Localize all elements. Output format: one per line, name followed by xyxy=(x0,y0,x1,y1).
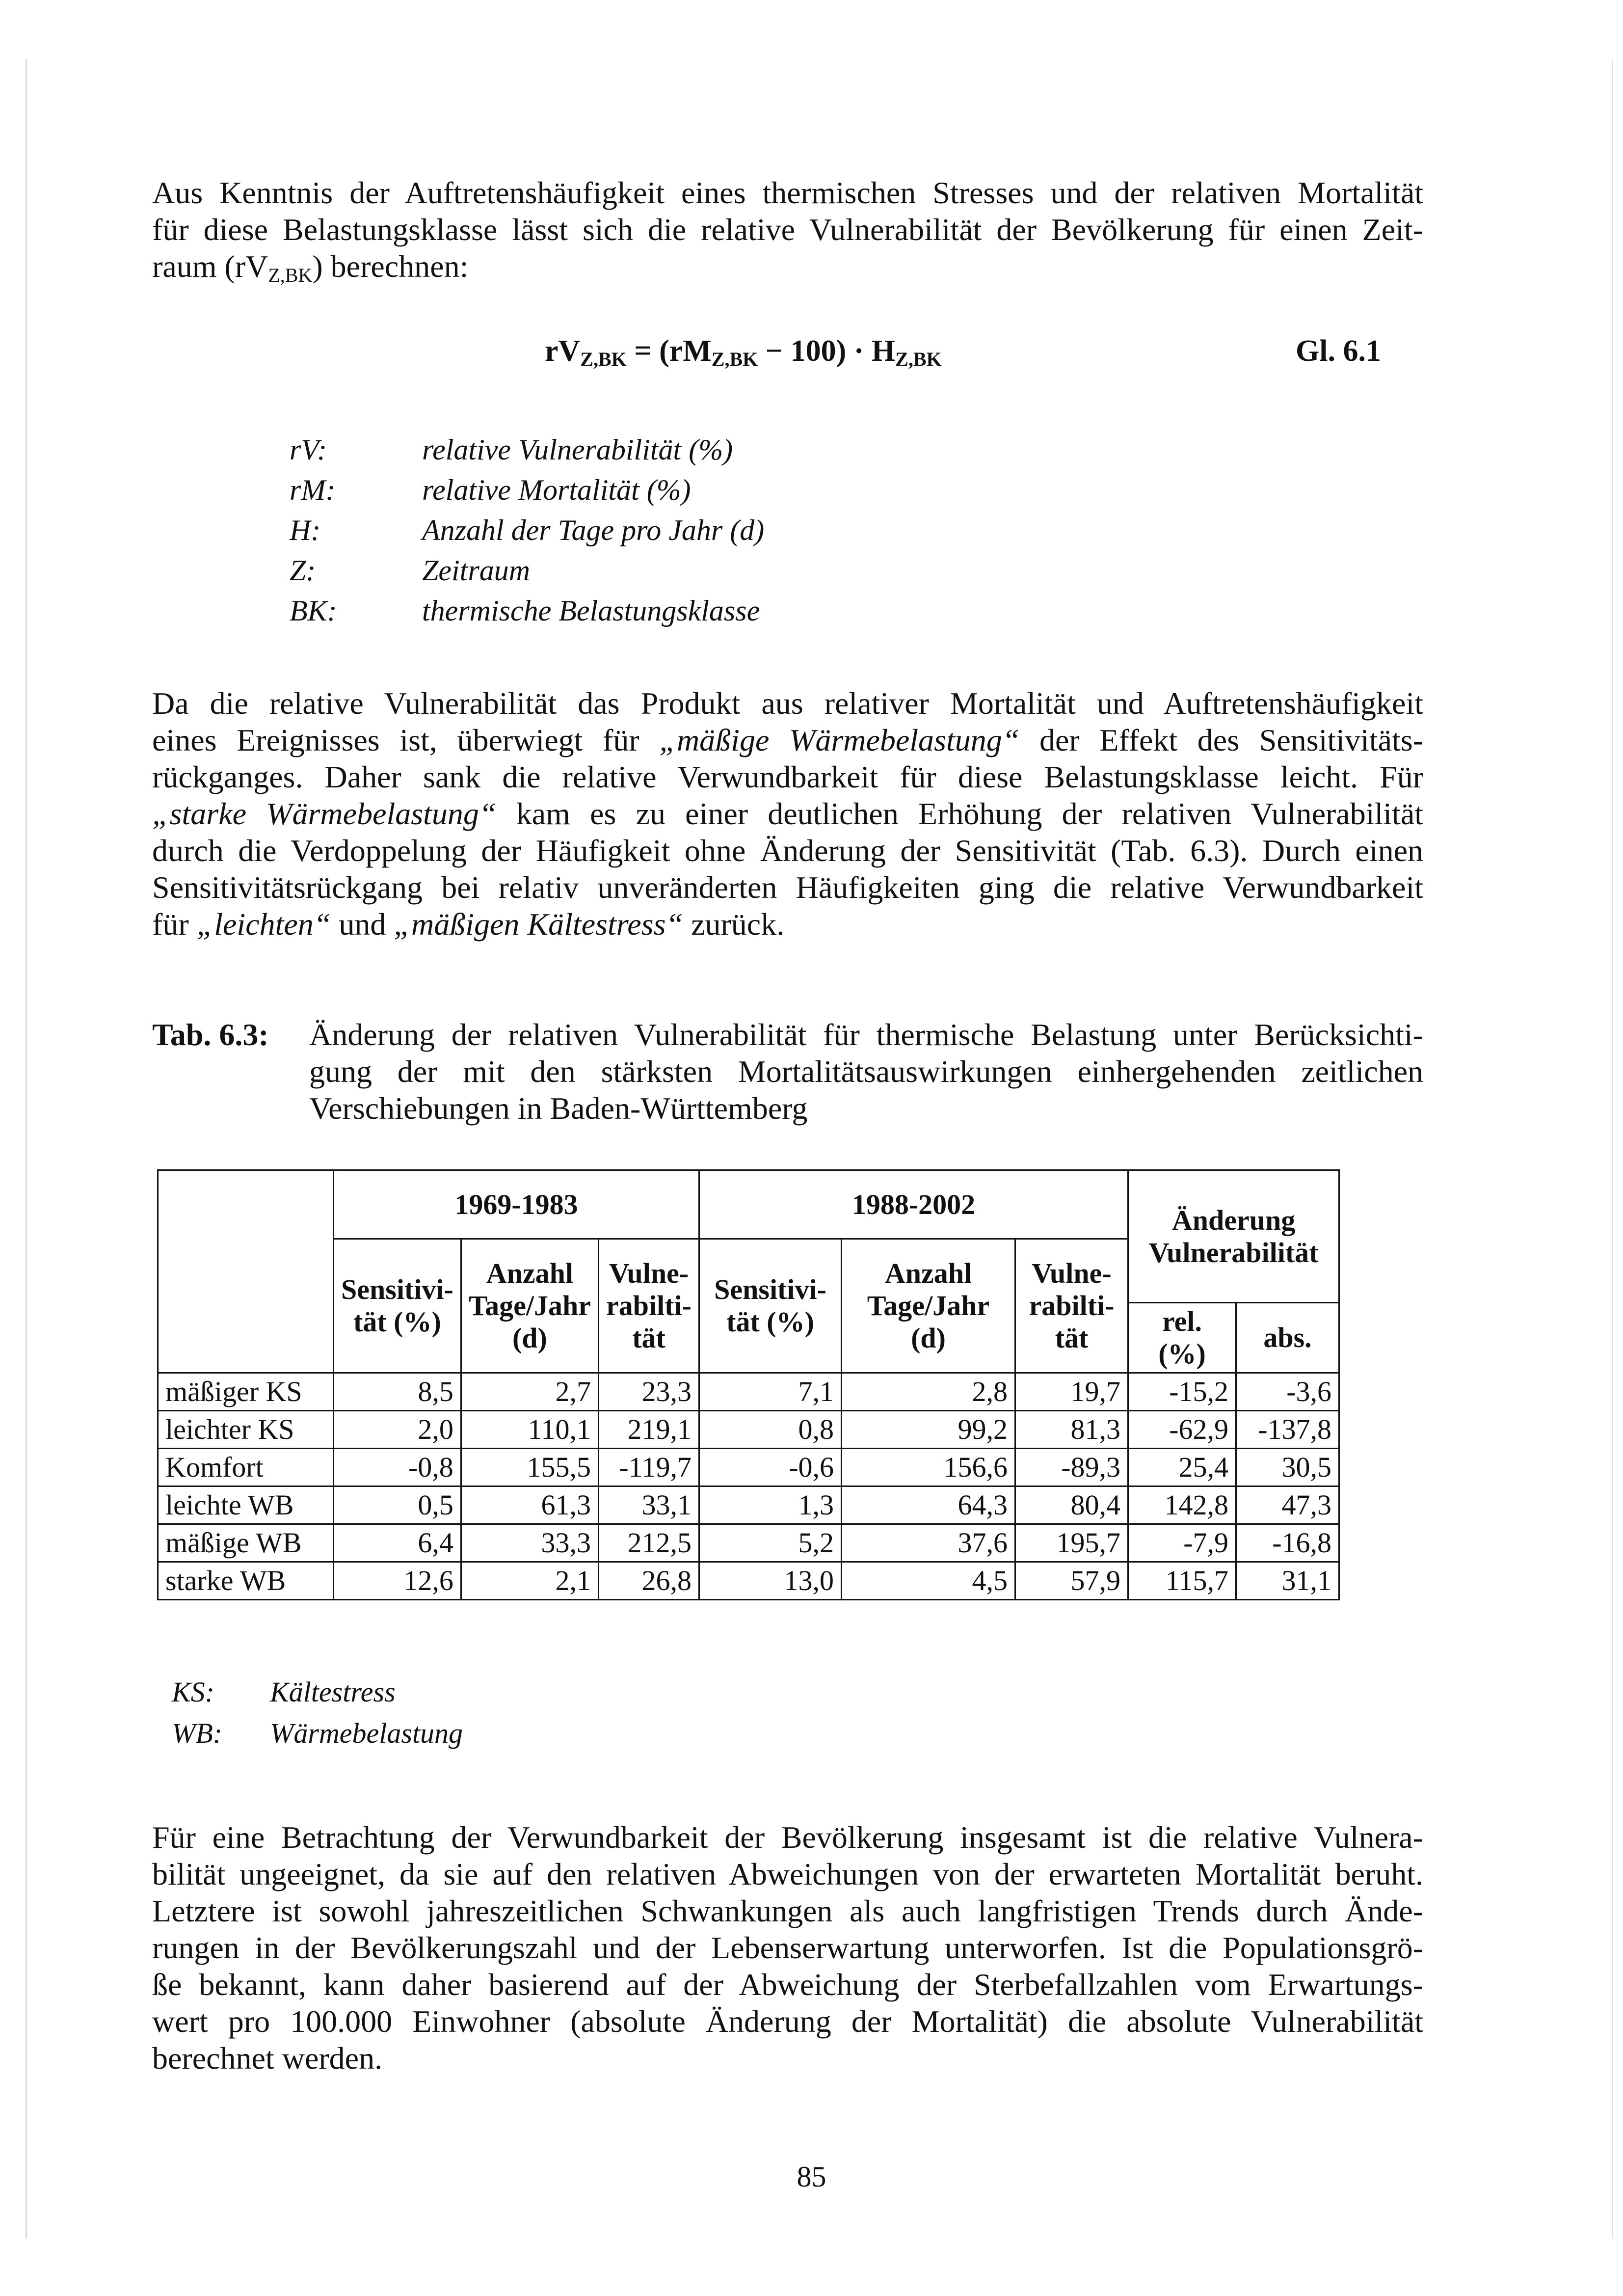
definition-symbol: BK: xyxy=(290,594,337,627)
table-row xyxy=(158,1524,1339,1562)
table-caption-label: Tab. 6.3: xyxy=(152,1017,269,1052)
cell-vulnerability-1: 33,1 xyxy=(599,1486,699,1524)
cell-sensitivity-2: 13,0 xyxy=(699,1562,842,1600)
header-text: Anzahl xyxy=(486,1257,574,1289)
table-row xyxy=(158,1411,1339,1449)
absolute-change-header: abs. xyxy=(1236,1303,1339,1373)
relative-change-header xyxy=(1128,1303,1236,1373)
definition-text: Anzahl der Tage pro Jahr (d) xyxy=(422,514,765,546)
definition-symbol: Z: xyxy=(290,554,316,587)
table-corner-cell xyxy=(158,1170,334,1373)
header-text: Tage/Jahr xyxy=(468,1290,591,1322)
intro-line-3-pre: raum (rV xyxy=(152,249,268,284)
table-row xyxy=(158,1373,1339,1411)
days-header xyxy=(842,1239,1015,1373)
text-run: und xyxy=(331,907,394,942)
sensitivity-header xyxy=(334,1239,461,1373)
cell-vulnerability-2: 80,4 xyxy=(1015,1486,1128,1524)
header-text: tät (%) xyxy=(353,1306,441,1338)
equation-number: Gl. 6.1 xyxy=(1296,334,1381,368)
cell-sensitivity-2: 7,1 xyxy=(699,1373,842,1411)
cell-vulnerability-2: 57,9 xyxy=(1015,1562,1128,1600)
intro-line-3-post: ) berechnen: xyxy=(312,249,469,284)
intro-line-3-sub: Z,BK xyxy=(268,264,313,286)
equation xyxy=(545,334,942,369)
table-row xyxy=(158,1486,1339,1524)
row-label: Komfort xyxy=(158,1449,334,1486)
cell-days-1: 2,1 xyxy=(461,1562,598,1600)
emphasis-text: „mäßige Wärmebelastung“ xyxy=(659,723,1020,757)
equation-lhs: rV xyxy=(545,334,581,368)
text-run: zurück. xyxy=(683,907,785,942)
equation-lhs-sub: Z,BK xyxy=(580,348,627,370)
text-run: der Effekt des Sensitivitäts- xyxy=(1019,723,1424,757)
paragraph-3-line: bilität ungeeignet, da sie auf den relativen Abweichungen von der erwarteten Mortalität beruht. xyxy=(152,1857,1423,1891)
cell-vulnerability-1: 23,3 xyxy=(599,1373,699,1411)
intro-paragraph xyxy=(152,174,1423,285)
caption-line: Änderung der relativen Vulnerabilität für thermische Belastung unter Berücksichti- xyxy=(309,1017,1423,1052)
row-label: mäßige WB xyxy=(158,1524,334,1562)
caption-line: gung der mit den stärksten Mortalitätsauswirkungen einhergehenden zeitlichen xyxy=(309,1054,1423,1089)
cell-vulnerability-2: -89,3 xyxy=(1015,1449,1128,1486)
cell-vulnerability-1: -119,7 xyxy=(599,1449,699,1486)
abbreviation-text: Kältestress xyxy=(270,1676,396,1708)
scan-edge-left xyxy=(26,59,27,2239)
header-text: Tage/Jahr xyxy=(867,1290,990,1322)
paragraph-2 xyxy=(152,685,1423,943)
cell-days-1: 110,1 xyxy=(461,1411,598,1449)
cell-sensitivity-1: 0,5 xyxy=(334,1486,461,1524)
vulnerability-header xyxy=(1015,1239,1128,1373)
cell-relative-change: -15,2 xyxy=(1128,1373,1236,1411)
vulnerability-header xyxy=(599,1239,699,1373)
cell-vulnerability-2: 19,7 xyxy=(1015,1373,1128,1411)
change-header xyxy=(1128,1170,1339,1303)
intro-line-3 xyxy=(152,248,1423,285)
definition-symbol: rV: xyxy=(290,433,327,466)
paragraph-2-line: rückganges. Daher sank die relative Verwundbarkeit für diese Belastungsklasse leicht. Für xyxy=(152,759,1423,794)
cell-vulnerability-1: 212,5 xyxy=(599,1524,699,1562)
definition-text: relative Vulnerabilität (%) xyxy=(422,433,733,466)
table-row xyxy=(158,1562,1339,1600)
cell-days-2: 156,6 xyxy=(842,1449,1015,1486)
cell-sensitivity-2: 1,3 xyxy=(699,1486,842,1524)
cell-absolute-change: -3,6 xyxy=(1236,1373,1339,1411)
cell-sensitivity-1: -0,8 xyxy=(334,1449,461,1486)
paragraph-2-line xyxy=(152,795,1423,832)
cell-days-1: 33,3 xyxy=(461,1524,598,1562)
cell-days-1: 61,3 xyxy=(461,1486,598,1524)
cell-days-2: 4,5 xyxy=(842,1562,1015,1600)
days-header xyxy=(461,1239,598,1373)
cell-absolute-change: -137,8 xyxy=(1236,1411,1339,1449)
header-text: Vulne- xyxy=(609,1257,689,1289)
header-text: tät xyxy=(632,1322,665,1354)
header-text: Anzahl xyxy=(884,1257,972,1289)
paragraph-3-line: ße bekannt, kann daher basierend auf der Abweichung der Sterbefallzahlen vom Erwartungs- xyxy=(152,1967,1423,2002)
table-row xyxy=(158,1449,1339,1486)
paragraph-2-line: Da die relative Vulnerabilität das Produkt aus relativer Mortalität und Auftretenshäufigkeit xyxy=(152,686,1423,721)
definition-symbol: rM: xyxy=(290,474,336,506)
cell-sensitivity-2: 5,2 xyxy=(699,1524,842,1562)
header-text: rel. xyxy=(1162,1305,1202,1337)
paragraph-3-line: berechnet werden. xyxy=(152,2041,383,2076)
abbreviation-symbol: WB: xyxy=(172,1717,223,1749)
cell-days-1: 155,5 xyxy=(461,1449,598,1486)
cell-sensitivity-2: -0,6 xyxy=(699,1449,842,1486)
change-header-line-1: Änderung xyxy=(1171,1204,1296,1236)
paragraph-3-line: Für eine Betrachtung der Verwundbarkeit der Bevölkerung insgesamt ist die relative Vulnera- xyxy=(152,1820,1423,1855)
cell-sensitivity-2: 0,8 xyxy=(699,1411,842,1449)
row-label: leichte WB xyxy=(158,1486,334,1524)
cell-vulnerability-2: 81,3 xyxy=(1015,1411,1128,1449)
paragraph-2-line: Sensitivitätsrückgang bei relativ unveränderten Häufigkeiten ging die relative Verwundbarkeit xyxy=(152,870,1423,905)
cell-relative-change: -7,9 xyxy=(1128,1524,1236,1562)
scan-edge-right xyxy=(1612,59,1613,2239)
row-label: starke WB xyxy=(158,1562,334,1600)
definition-text: relative Mortalität (%) xyxy=(422,474,691,506)
cell-absolute-change: 31,1 xyxy=(1236,1562,1339,1600)
header-text: Vulne- xyxy=(1032,1257,1112,1289)
paragraph-3-line: wert pro 100.000 Einwohner (absolute Änderung der Mortalität) die absolute Vulnerabilität xyxy=(152,2004,1423,2039)
paragraph-3 xyxy=(152,1819,1423,2077)
intro-line-1: Aus Kenntnis der Auftretenshäufigkeit eines thermischen Stresses und der relativen Mortalität xyxy=(152,175,1423,210)
abbreviation-symbol: KS: xyxy=(172,1676,214,1708)
cell-relative-change: 25,4 xyxy=(1128,1449,1236,1486)
cell-vulnerability-1: 26,8 xyxy=(599,1562,699,1600)
cell-days-1: 2,7 xyxy=(461,1373,598,1411)
text-run: für xyxy=(152,907,197,942)
paragraph-2-line xyxy=(152,722,1423,758)
page-number: 85 xyxy=(797,2161,826,2193)
period-1-header: 1969-1983 xyxy=(334,1170,699,1239)
cell-sensitivity-1: 8,5 xyxy=(334,1373,461,1411)
cell-relative-change: -62,9 xyxy=(1128,1411,1236,1449)
cell-days-2: 2,8 xyxy=(842,1373,1015,1411)
cell-sensitivity-1: 2,0 xyxy=(334,1411,461,1449)
header-text: tät (%) xyxy=(726,1306,814,1338)
cell-vulnerability-1: 219,1 xyxy=(599,1411,699,1449)
cell-days-2: 64,3 xyxy=(842,1486,1015,1524)
vulnerability-table xyxy=(157,1169,1340,1600)
paragraph-3-line: rungen in der Bevölkerungszahl und der Lebenserwartung unterworfen. Ist die Populationsgrö- xyxy=(152,1930,1423,1965)
cell-absolute-change: 47,3 xyxy=(1236,1486,1339,1524)
cell-relative-change: 142,8 xyxy=(1128,1486,1236,1524)
sensitivity-header xyxy=(699,1239,842,1373)
cell-absolute-change: -16,8 xyxy=(1236,1524,1339,1562)
header-text: tät xyxy=(1055,1322,1089,1354)
caption-line: Verschiebungen in Baden-Württemberg xyxy=(309,1091,808,1126)
definition-text: Zeitraum xyxy=(422,554,531,587)
text-run: kam es zu einer deutlichen Erhöhung der relativen Vulnerabilität xyxy=(496,796,1423,831)
emphasis-text: „starke Wärmebelastung“ xyxy=(152,796,497,831)
paragraph-2-line xyxy=(152,906,1423,943)
paragraph-3-line: Letztere ist sowohl jahreszeitlichen Schwankungen als auch langfristigen Trends durch Ände- xyxy=(152,1893,1423,1928)
cell-sensitivity-1: 6,4 xyxy=(334,1524,461,1562)
emphasis-text: „leichten“ xyxy=(196,907,331,942)
equation-mid: = (rM xyxy=(626,334,712,368)
cell-days-2: 99,2 xyxy=(842,1411,1015,1449)
table-header-row xyxy=(158,1170,1339,1239)
equation-tail: − 100) · H xyxy=(758,334,896,368)
change-header-line-2: Vulnerabilität xyxy=(1148,1236,1319,1269)
header-text: rabilti- xyxy=(606,1290,692,1322)
header-text: Sensitivi- xyxy=(341,1273,453,1305)
emphasis-text: „mäßigen Kältestress“ xyxy=(394,907,684,942)
header-text: (d) xyxy=(512,1322,547,1354)
equation-tail-sub: Z,BK xyxy=(895,348,942,370)
header-text: (d) xyxy=(911,1322,946,1354)
period-2-header: 1988-2002 xyxy=(699,1170,1128,1239)
cell-sensitivity-1: 12,6 xyxy=(334,1562,461,1600)
definition-text: thermische Belastungsklasse xyxy=(422,594,760,627)
text-run: eines Ereignisses ist, überwiegt für xyxy=(152,723,660,757)
cell-absolute-change: 30,5 xyxy=(1236,1449,1339,1486)
header-text: (%) xyxy=(1158,1338,1206,1370)
equation-mid-sub: Z,BK xyxy=(711,348,758,370)
paragraph-2-line: durch die Verdoppelung der Häufigkeit ohne Änderung der Sensitivität (Tab. 6.3). Durch einen xyxy=(152,833,1423,868)
row-label: mäßiger KS xyxy=(158,1373,334,1411)
header-text: Sensitivi- xyxy=(714,1273,826,1305)
cell-vulnerability-2: 195,7 xyxy=(1015,1524,1128,1562)
table-caption-text xyxy=(309,1016,1423,1127)
definition-symbol: H: xyxy=(290,514,321,546)
cell-days-2: 37,6 xyxy=(842,1524,1015,1562)
row-label: leichter KS xyxy=(158,1411,334,1449)
header-text: rabilti- xyxy=(1029,1290,1115,1322)
intro-line-2: für diese Belastungsklasse lässt sich die relative Vulnerabilität der Bevölkerung für einen Zeit- xyxy=(152,212,1423,247)
abbreviation-text: Wärmebelastung xyxy=(270,1717,463,1749)
cell-relative-change: 115,7 xyxy=(1128,1562,1236,1600)
